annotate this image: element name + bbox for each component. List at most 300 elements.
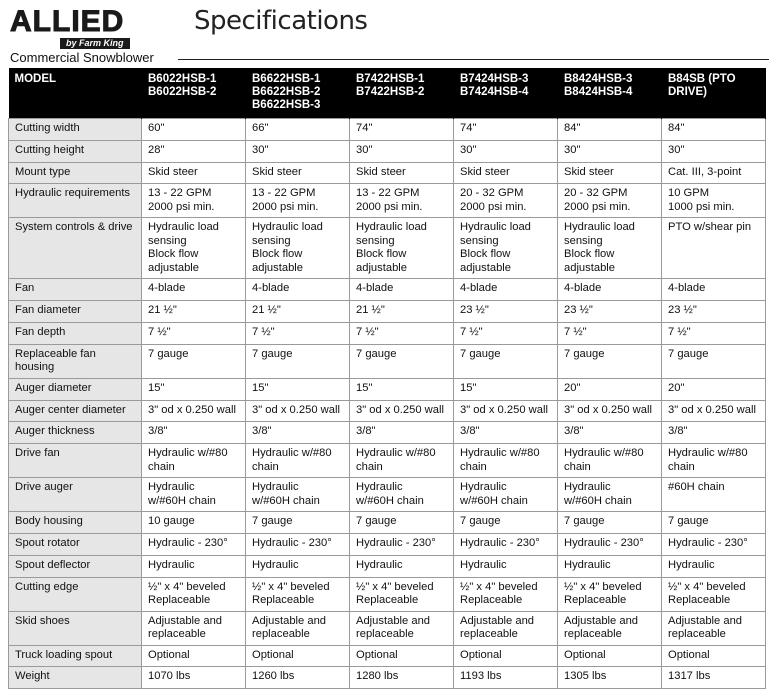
spec-cell — [350, 667, 454, 689]
spec-cell — [454, 322, 558, 344]
header-label: B6022HSB-1 B6022HSB-2 — [148, 73, 217, 98]
row-label-text: Mount type — [15, 165, 71, 178]
spec-value: Hydraulic - 230° — [148, 536, 228, 549]
spec-value: 10 GPM 1000 psi min. — [668, 187, 735, 213]
spec-value: 1193 lbs — [460, 670, 502, 683]
spec-cell — [246, 184, 350, 218]
spec-value: 7 gauge — [356, 347, 397, 360]
table-row — [9, 218, 766, 279]
spec-cell — [454, 667, 558, 689]
spec-value: 1280 lbs — [356, 670, 399, 683]
spec-value: 3" od x 0.250 wall — [252, 403, 340, 416]
spec-value: Adjustable and replaceable — [252, 614, 327, 641]
spec-cell — [662, 279, 766, 301]
specifications-table — [8, 68, 766, 689]
spec-value: #60H chain — [668, 481, 725, 494]
table-row — [9, 400, 766, 422]
spec-value: Optional — [668, 648, 710, 661]
spec-value: 7 gauge — [564, 347, 605, 360]
spec-cell — [246, 378, 350, 400]
row-label-text: Drive auger — [15, 481, 73, 494]
spec-cell — [662, 577, 766, 611]
spec-value: ½" x 4" beveled Replaceable — [460, 580, 538, 607]
header-model-column — [350, 68, 454, 119]
spec-value: 7 gauge — [148, 347, 189, 360]
spec-value: 15" — [252, 381, 269, 394]
spec-value: 23 ½" — [460, 304, 489, 317]
row-label-text: Cutting width — [15, 122, 80, 134]
spec-value: 4-blade — [668, 282, 706, 295]
spec-value: Hydraulic — [356, 558, 403, 571]
spec-cell — [350, 344, 454, 378]
header-model-column — [246, 68, 350, 119]
header-rule — [178, 59, 769, 60]
spec-value: Hydraulic - 230° — [252, 536, 332, 549]
spec-cell — [142, 555, 246, 577]
spec-value: 21 ½" — [148, 304, 177, 317]
header-label: B6622HSB-1 B6622HSB-2 B6622HSB-3 — [252, 73, 321, 111]
row-label-text: Fan diameter — [15, 304, 81, 317]
spec-cell — [662, 611, 766, 645]
spec-value: 3" od x 0.250 wall — [668, 403, 756, 416]
spec-cell — [662, 400, 766, 422]
spec-value: 3" od x 0.250 wall — [564, 403, 652, 416]
row-label — [9, 184, 142, 218]
spec-cell — [454, 611, 558, 645]
spec-cell — [662, 533, 766, 555]
spec-cell — [246, 218, 350, 279]
spec-cell — [142, 512, 246, 534]
row-label — [9, 577, 142, 611]
spec-cell — [662, 555, 766, 577]
spec-value: 1070 lbs — [148, 670, 191, 683]
spec-cell — [454, 162, 558, 184]
spec-value: Hydraulic w/#60H chain — [356, 481, 424, 507]
spec-cell — [454, 512, 558, 534]
spec-cell — [454, 555, 558, 577]
spec-value: 20 - 32 GPM 2000 psi min. — [564, 187, 631, 213]
spec-value: 30" — [564, 143, 581, 156]
spec-cell — [142, 184, 246, 218]
spec-cell — [350, 140, 454, 162]
spec-value: Adjustable and replaceable — [668, 614, 743, 641]
row-label-text: Spout deflector — [15, 558, 91, 571]
row-label — [9, 611, 142, 645]
spec-value: ½" x 4" beveled Replaceable — [356, 580, 434, 607]
spec-value: Hydraulic w/#80 chain — [668, 447, 748, 473]
table-row — [9, 344, 766, 378]
spec-cell — [142, 422, 246, 444]
spec-cell — [246, 478, 350, 512]
spec-cell — [454, 119, 558, 141]
spec-value: 13 - 22 GPM 2000 psi min. — [356, 187, 423, 213]
spec-value: Optional — [460, 648, 502, 661]
row-label-text: Fan — [15, 282, 35, 295]
spec-cell — [558, 611, 662, 645]
row-label — [9, 555, 142, 577]
spec-value: Hydraulic w/#60H chain — [564, 481, 632, 507]
spec-cell — [350, 555, 454, 577]
header-label: B7422HSB-1 B7422HSB-2 — [356, 73, 425, 98]
header-model — [9, 68, 142, 119]
spec-value: 10 gauge — [148, 515, 195, 528]
spec-value: 28" — [148, 143, 165, 156]
row-label-text: Auger thickness — [15, 425, 95, 438]
page-subtitle: Commercial Snowblower — [10, 50, 154, 65]
spec-value: 4-blade — [564, 282, 602, 295]
spec-cell — [246, 119, 350, 141]
row-label — [9, 162, 142, 184]
spec-value: Hydraulic w/#60H chain — [252, 481, 320, 507]
table-row — [9, 611, 766, 645]
spec-cell — [350, 218, 454, 279]
spec-value: Skid steer — [356, 165, 406, 178]
table-row — [9, 533, 766, 555]
spec-value: 7 gauge — [460, 347, 501, 360]
spec-cell — [558, 555, 662, 577]
spec-value: 84" — [564, 122, 581, 134]
row-label — [9, 512, 142, 534]
spec-value: Hydraulic — [460, 558, 507, 571]
row-label-text: Fan depth — [15, 325, 66, 338]
spec-cell — [662, 162, 766, 184]
spec-value: Hydraulic w/#80 chain — [148, 447, 228, 473]
spec-cell — [662, 512, 766, 534]
spec-value: 7 ½" — [356, 325, 379, 338]
spec-value: 15" — [148, 381, 165, 394]
spec-value: 7 gauge — [252, 515, 293, 528]
spec-cell — [558, 378, 662, 400]
spec-cell — [142, 344, 246, 378]
row-label-text: System controls & drive — [15, 221, 133, 234]
spec-value: ½" x 4" beveled Replaceable — [668, 580, 746, 607]
spec-value: 23 ½" — [668, 304, 697, 317]
row-label — [9, 301, 142, 323]
spec-value: ½" x 4" beveled Replaceable — [148, 580, 226, 607]
spec-cell — [662, 478, 766, 512]
spec-cell — [454, 344, 558, 378]
spec-value: Hydraulic load sensing Block flow adjustable — [252, 221, 323, 274]
spec-value: 3" od x 0.250 wall — [148, 403, 236, 416]
spec-cell — [142, 400, 246, 422]
spec-value: 1260 lbs — [252, 670, 295, 683]
spec-cell — [246, 422, 350, 444]
spec-value: 4-blade — [460, 282, 498, 295]
header-row — [9, 68, 766, 119]
header-model-column — [142, 68, 246, 119]
table-row — [9, 184, 766, 218]
table-row — [9, 301, 766, 323]
spec-cell — [662, 140, 766, 162]
spec-cell — [558, 322, 662, 344]
row-label — [9, 279, 142, 301]
spec-value: 3/8" — [252, 425, 272, 438]
spec-cell — [662, 422, 766, 444]
spec-value: ½" x 4" beveled Replaceable — [564, 580, 642, 607]
header-model-column — [558, 68, 662, 119]
spec-cell — [558, 667, 662, 689]
spec-value: 15" — [460, 381, 477, 394]
spec-value: Hydraulic - 230° — [668, 536, 748, 549]
spec-cell — [662, 218, 766, 279]
table-body — [9, 119, 766, 689]
spec-cell — [350, 378, 454, 400]
spec-value: Hydraulic — [148, 558, 195, 571]
table-row — [9, 667, 766, 689]
spec-cell — [350, 322, 454, 344]
spec-cell — [350, 611, 454, 645]
header-model-column — [662, 68, 766, 119]
spec-cell — [246, 512, 350, 534]
row-label-text: Spout rotator — [15, 536, 80, 549]
row-label — [9, 667, 142, 689]
table-row — [9, 555, 766, 577]
spec-cell — [558, 422, 662, 444]
spec-cell — [246, 322, 350, 344]
row-label — [9, 645, 142, 667]
spec-cell — [662, 301, 766, 323]
spec-cell — [142, 577, 246, 611]
spec-value: 60" — [148, 122, 165, 134]
header-label: MODEL — [14, 73, 57, 85]
spec-cell — [454, 378, 558, 400]
table-row — [9, 512, 766, 534]
spec-cell — [246, 533, 350, 555]
row-label — [9, 140, 142, 162]
spec-cell — [454, 478, 558, 512]
spec-value: Hydraulic - 230° — [356, 536, 436, 549]
row-label — [9, 322, 142, 344]
spec-cell — [662, 322, 766, 344]
spec-cell — [454, 184, 558, 218]
spec-value: Adjustable and replaceable — [460, 614, 535, 641]
spec-cell — [142, 444, 246, 478]
spec-cell — [350, 184, 454, 218]
spec-cell — [662, 378, 766, 400]
spec-cell — [454, 577, 558, 611]
spec-cell — [246, 344, 350, 378]
row-label-text: Auger center diameter — [15, 403, 126, 416]
row-label-text: Skid shoes — [15, 614, 70, 627]
spec-value: 7 ½" — [460, 325, 483, 338]
spec-cell — [142, 667, 246, 689]
spec-value: Optional — [564, 648, 606, 661]
row-label-text: Hydraulic requirements — [15, 187, 131, 200]
spec-value: 30" — [252, 143, 269, 156]
spec-value: 30" — [460, 143, 477, 156]
page-header — [8, 4, 763, 66]
allied-logo — [8, 4, 168, 50]
spec-cell — [246, 555, 350, 577]
spec-cell — [454, 422, 558, 444]
row-label — [9, 533, 142, 555]
header-label: B8424HSB-3 B8424HSB-4 — [564, 73, 633, 98]
spec-cell — [142, 533, 246, 555]
table-row — [9, 322, 766, 344]
row-label — [9, 119, 142, 141]
spec-cell — [662, 645, 766, 667]
spec-value: 21 ½" — [252, 304, 281, 317]
table-row — [9, 478, 766, 512]
spec-cell — [350, 577, 454, 611]
spec-value: 7 ½" — [564, 325, 587, 338]
spec-cell — [246, 400, 350, 422]
spec-cell — [142, 301, 246, 323]
spec-value: 4-blade — [356, 282, 394, 295]
spec-value: Cat. III, 3-point — [668, 165, 742, 178]
spec-value: 7 gauge — [356, 515, 397, 528]
spec-value: 30" — [668, 143, 685, 156]
spec-cell — [142, 611, 246, 645]
spec-value: 13 - 22 GPM 2000 psi min. — [148, 187, 215, 213]
row-label — [9, 422, 142, 444]
spec-cell — [246, 645, 350, 667]
spec-cell — [662, 667, 766, 689]
spec-value: 3" od x 0.250 wall — [460, 403, 548, 416]
row-label-text: Truck loading spout — [15, 648, 113, 661]
spec-value: Hydraulic w/#60H chain — [148, 481, 216, 507]
table-row — [9, 140, 766, 162]
spec-value: Hydraulic load sensing Block flow adjustable — [460, 221, 531, 274]
spec-value: Hydraulic load sensing Block flow adjustable — [564, 221, 635, 274]
spec-cell — [350, 279, 454, 301]
header-model-column — [454, 68, 558, 119]
spec-value: Optional — [252, 648, 294, 661]
row-label — [9, 444, 142, 478]
row-label-text: Cutting height — [15, 143, 85, 156]
spec-cell — [350, 645, 454, 667]
spec-cell — [246, 162, 350, 184]
spec-value: Hydraulic w/#80 chain — [460, 447, 540, 473]
row-label-text: Cutting edge — [15, 580, 79, 593]
spec-value: 23 ½" — [564, 304, 593, 317]
table-row — [9, 119, 766, 141]
spec-value: 3/8" — [148, 425, 168, 438]
spec-value: 4-blade — [148, 282, 186, 295]
spec-cell — [142, 119, 246, 141]
spec-value: Hydraulic w/#80 chain — [252, 447, 332, 473]
spec-value: Skid steer — [564, 165, 614, 178]
spec-cell — [454, 533, 558, 555]
spec-value: Adjustable and replaceable — [356, 614, 431, 641]
table-row — [9, 444, 766, 478]
spec-cell — [454, 218, 558, 279]
row-label — [9, 400, 142, 422]
spec-cell — [558, 577, 662, 611]
spec-value: Skid steer — [460, 165, 510, 178]
spec-value: 84" — [668, 122, 685, 134]
row-label-text: Auger diameter — [15, 381, 92, 394]
spec-cell — [350, 444, 454, 478]
spec-cell — [558, 184, 662, 218]
spec-cell — [246, 667, 350, 689]
table-row — [9, 162, 766, 184]
row-label — [9, 218, 142, 279]
logo-wordmark: ALLIED — [10, 5, 125, 38]
spec-cell — [246, 577, 350, 611]
spec-value: 7 ½" — [148, 325, 171, 338]
row-label — [9, 378, 142, 400]
spec-cell — [558, 344, 662, 378]
spec-value: 1317 lbs — [668, 670, 711, 683]
spec-value: Skid steer — [148, 165, 198, 178]
spec-cell — [246, 444, 350, 478]
spec-value: 3/8" — [564, 425, 584, 438]
spec-value: ½" x 4" beveled Replaceable — [252, 580, 330, 607]
spec-value: 3/8" — [356, 425, 376, 438]
spec-cell — [558, 140, 662, 162]
spec-cell — [558, 119, 662, 141]
spec-cell — [142, 322, 246, 344]
spec-cell — [350, 162, 454, 184]
logo-tagline: by Farm King — [60, 38, 130, 49]
spec-cell — [142, 279, 246, 301]
spec-value: 7 gauge — [460, 515, 501, 528]
spec-value: 66" — [252, 122, 269, 134]
spec-value: Hydraulic load sensing Block flow adjustable — [356, 221, 427, 274]
spec-value: Hydraulic w/#80 chain — [356, 447, 436, 473]
row-label — [9, 478, 142, 512]
spec-value: 7 gauge — [564, 515, 605, 528]
spec-value: 7 gauge — [668, 515, 709, 528]
spec-value: 1305 lbs — [564, 670, 607, 683]
spec-value: 7 gauge — [668, 347, 709, 360]
spec-cell — [142, 140, 246, 162]
spec-cell — [350, 422, 454, 444]
spec-cell — [350, 119, 454, 141]
spec-value: Hydraulic — [564, 558, 611, 571]
spec-cell — [350, 400, 454, 422]
spec-cell — [350, 533, 454, 555]
spec-cell — [558, 301, 662, 323]
row-label-text: Replaceable fan housing — [15, 347, 96, 374]
spec-value: 7 ½" — [252, 325, 275, 338]
spec-cell — [246, 279, 350, 301]
spec-value: Hydraulic - 230° — [460, 536, 540, 549]
spec-value: 20" — [564, 381, 581, 394]
spec-value: Adjustable and replaceable — [148, 614, 223, 641]
spec-value: 3/8" — [668, 425, 688, 438]
spec-value: Hydraulic w/#80 chain — [564, 447, 644, 473]
row-label — [9, 344, 142, 378]
row-label-text: Weight — [15, 670, 50, 683]
spec-cell — [558, 218, 662, 279]
spec-value: 15" — [356, 381, 373, 394]
spec-cell — [454, 444, 558, 478]
spec-cell — [454, 301, 558, 323]
spec-cell — [246, 611, 350, 645]
row-label-text: Body housing — [15, 515, 83, 528]
spec-value: PTO w/shear pin — [668, 221, 752, 234]
spec-cell — [558, 645, 662, 667]
spec-cell — [558, 444, 662, 478]
table-row — [9, 577, 766, 611]
spec-cell — [142, 645, 246, 667]
spec-cell — [662, 444, 766, 478]
table-header — [9, 68, 766, 119]
spec-value: 74" — [460, 122, 477, 134]
spec-value: Hydraulic w/#60H chain — [460, 481, 528, 507]
spec-value: Adjustable and replaceable — [564, 614, 639, 641]
spec-value: 74" — [356, 122, 373, 134]
spec-value: 4-blade — [252, 282, 290, 295]
spec-value: Hydraulic — [252, 558, 299, 571]
spec-cell — [142, 218, 246, 279]
table-row — [9, 422, 766, 444]
spec-value: Optional — [148, 648, 190, 661]
spec-value: 7 gauge — [252, 347, 293, 360]
spec-cell — [662, 184, 766, 218]
